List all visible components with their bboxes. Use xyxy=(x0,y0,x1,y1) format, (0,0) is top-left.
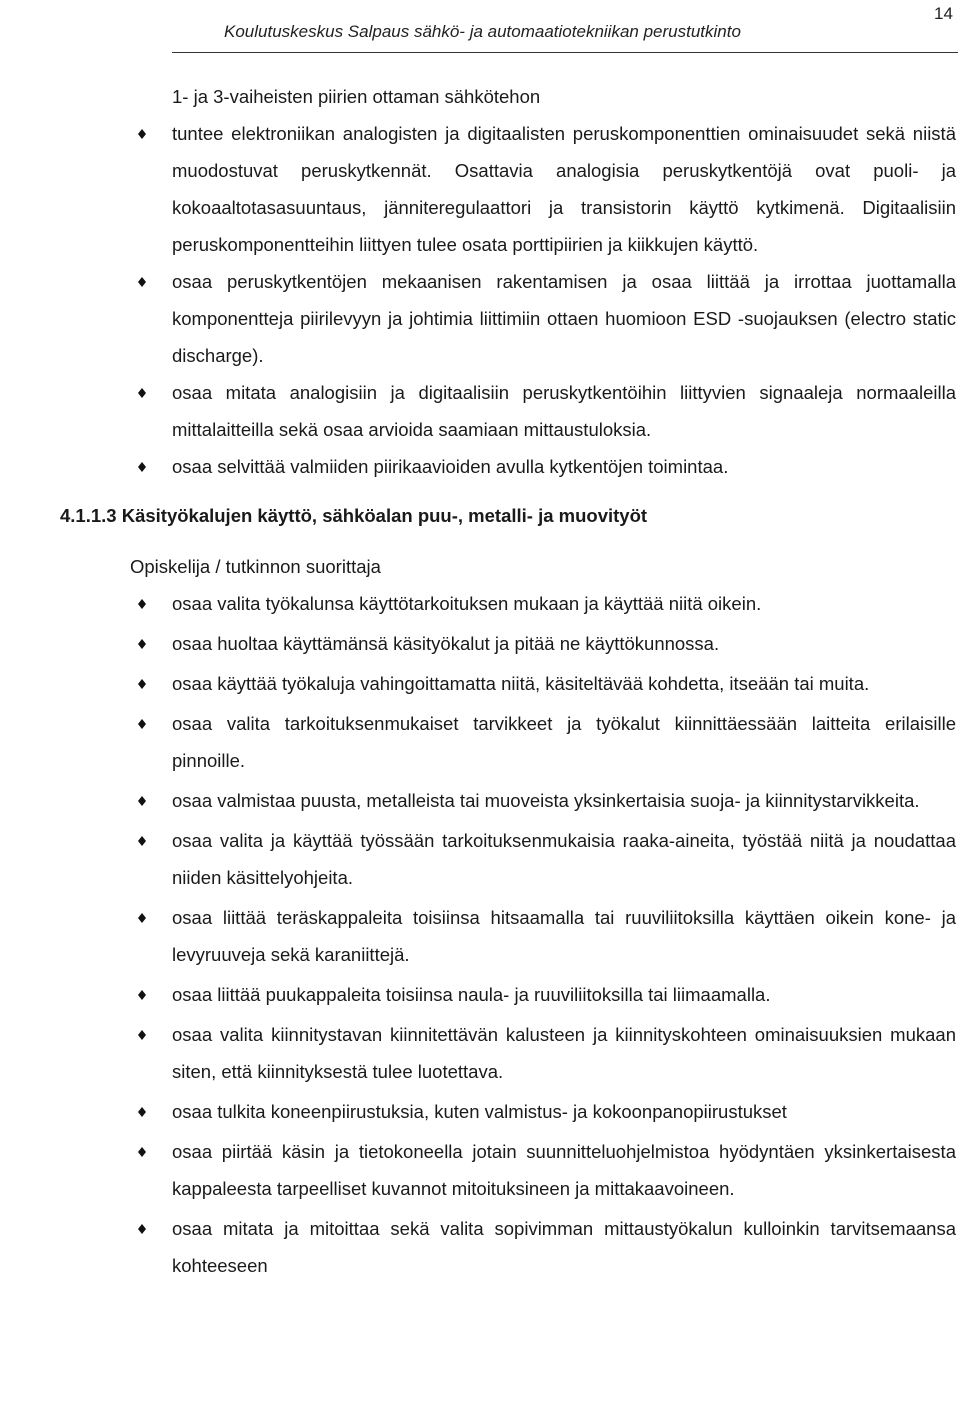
intro-line: 1- ja 3-vaiheisten piirien ottaman sähkötehon xyxy=(172,86,541,107)
list-item xyxy=(0,782,960,819)
list-item-text: osaa käyttää työkaluja vahingoittamatta niitä, käsiteltävää kohdetta, itseään tai muita. xyxy=(172,673,870,694)
header-title: Koulutuskeskus Salpaus sähkö- ja automaatiotekniikan perustutkinto xyxy=(224,22,741,41)
list-item xyxy=(0,115,960,263)
diamond-bullet-icon xyxy=(138,990,146,1000)
list-item-text: osaa piirtää käsin ja tietokoneella jotain suunnitteluohjelmistoa hyödyntäen yksinkertaisesta kappaleesta tarpeelliset kuvannot mitoituksineen ja mittakaavoineen. xyxy=(172,1141,956,1199)
diamond-bullet-icon xyxy=(138,796,146,806)
diamond-bullet-icon xyxy=(138,1147,146,1157)
competence-list-electronics xyxy=(0,115,960,485)
diamond-bullet-icon xyxy=(138,277,146,287)
document-body xyxy=(0,78,960,1287)
header-divider xyxy=(172,52,958,53)
list-item-text: osaa valmistaa puusta, metalleista tai muoveista yksinkertaisia suoja- ja kiinnitystarvikkeita. xyxy=(172,790,920,811)
list-item-text: osaa mitata ja mitoittaa sekä valita sopivimman mittaustyökalun kulloinkin tarvitsemaansa kohteeseen xyxy=(172,1218,956,1276)
list-item xyxy=(0,1016,960,1090)
diamond-bullet-icon xyxy=(138,639,146,649)
list-item-text: osaa tulkita koneenpiirustuksia, kuten valmistus- ja kokoonpanopiirustukset xyxy=(172,1101,787,1122)
diamond-bullet-icon xyxy=(138,1107,146,1117)
list-item xyxy=(0,1133,960,1207)
diamond-bullet-icon xyxy=(138,1224,146,1234)
list-item xyxy=(0,263,960,374)
list-item xyxy=(0,448,960,485)
list-item xyxy=(0,899,960,973)
list-item xyxy=(0,976,960,1013)
list-item-text: osaa huoltaa käyttämänsä käsityökalut ja pitää ne käyttökunnossa. xyxy=(172,633,720,654)
list-item xyxy=(0,1210,960,1284)
list-item xyxy=(0,585,960,622)
list-item xyxy=(0,374,960,448)
list-item-text: osaa selvittää valmiiden piirikaavioiden avulla kytkentöjen toimintaa. xyxy=(172,456,729,477)
list-item xyxy=(0,625,960,662)
list-item-text: osaa valita ja käyttää työssään tarkoituksenmukaisia raaka-aineita, työstää niitä ja noudattaa niiden käsittelyohjeita. xyxy=(172,830,956,888)
list-item-text: osaa valita tarkoituksenmukaiset tarvikkeet ja työkalut kiinnittäessään laitteita erilaisille pinnoille. xyxy=(172,713,956,771)
diamond-bullet-icon xyxy=(138,719,146,729)
section-heading: 4.1.1.3 Käsityökalujen käyttö, sähköalan puu-, metalli- ja muovityöt xyxy=(60,505,648,526)
list-item xyxy=(0,665,960,702)
list-item-text: osaa valita työkalunsa käyttötarkoituksen mukaan ja käyttää niitä oikein. xyxy=(172,593,762,614)
list-item-text: osaa liittää teräskappaleita toisiinsa hitsaamalla tai ruuviliitoksilla käyttäen oikein kone- ja levyruuveja sekä karaniittejä. xyxy=(172,907,956,965)
diamond-bullet-icon xyxy=(138,913,146,923)
list-item xyxy=(0,705,960,779)
section-subheading: Opiskelija / tutkinnon suorittaja xyxy=(130,556,381,577)
list-item-text: osaa valita kiinnitystavan kiinnitettävän kalusteen ja kiinnityskohteen ominaisuuksien mukaan siten, että kiinnityksestä tulee luotettava. xyxy=(172,1024,956,1082)
list-item-text: osaa peruskytkentöjen mekaanisen rakentamisen ja osaa liittää ja irrottaa juottamalla komponentteja piirilevyyn ja johtimia liittimiin ottaen huomioon ESD -suojauksen (electro static discharge). xyxy=(172,271,956,366)
list-item-text: tuntee elektroniikan analogisten ja digitaalisten peruskomponenttien ominaisuudet sekä niistä muodostuvat peruskytkennät. Osattavia analogisia peruskytkentöjä ovat puoli- ja kokoaaltotasasuuntaus, jänniteregulaattori ja transistorin käyttö kytkimenä. Digitaalisiin peruskomponentteihin liittyen tulee osata porttipiirien ja kiikkujen käyttö. xyxy=(172,123,956,255)
list-item xyxy=(0,1093,960,1130)
page-header xyxy=(0,4,960,60)
diamond-bullet-icon xyxy=(138,462,146,472)
list-item xyxy=(0,822,960,896)
diamond-bullet-icon xyxy=(138,599,146,609)
diamond-bullet-icon xyxy=(138,836,146,846)
diamond-bullet-icon xyxy=(138,388,146,398)
diamond-bullet-icon xyxy=(138,1030,146,1040)
list-item-text: osaa mitata analogisiin ja digitaalisiin peruskytkentöihin liittyvien signaaleja normaaleilla mittalaitteilla sekä osaa arvioida saamiaan mittaustuloksia. xyxy=(172,382,956,440)
competence-list-tools xyxy=(0,585,960,1284)
diamond-bullet-icon xyxy=(138,129,146,139)
diamond-bullet-icon xyxy=(138,679,146,689)
page-number: 14 xyxy=(934,4,953,23)
list-item-text: osaa liittää puukappaleita toisiinsa naula- ja ruuviliitoksilla tai liimaamalla. xyxy=(172,984,771,1005)
